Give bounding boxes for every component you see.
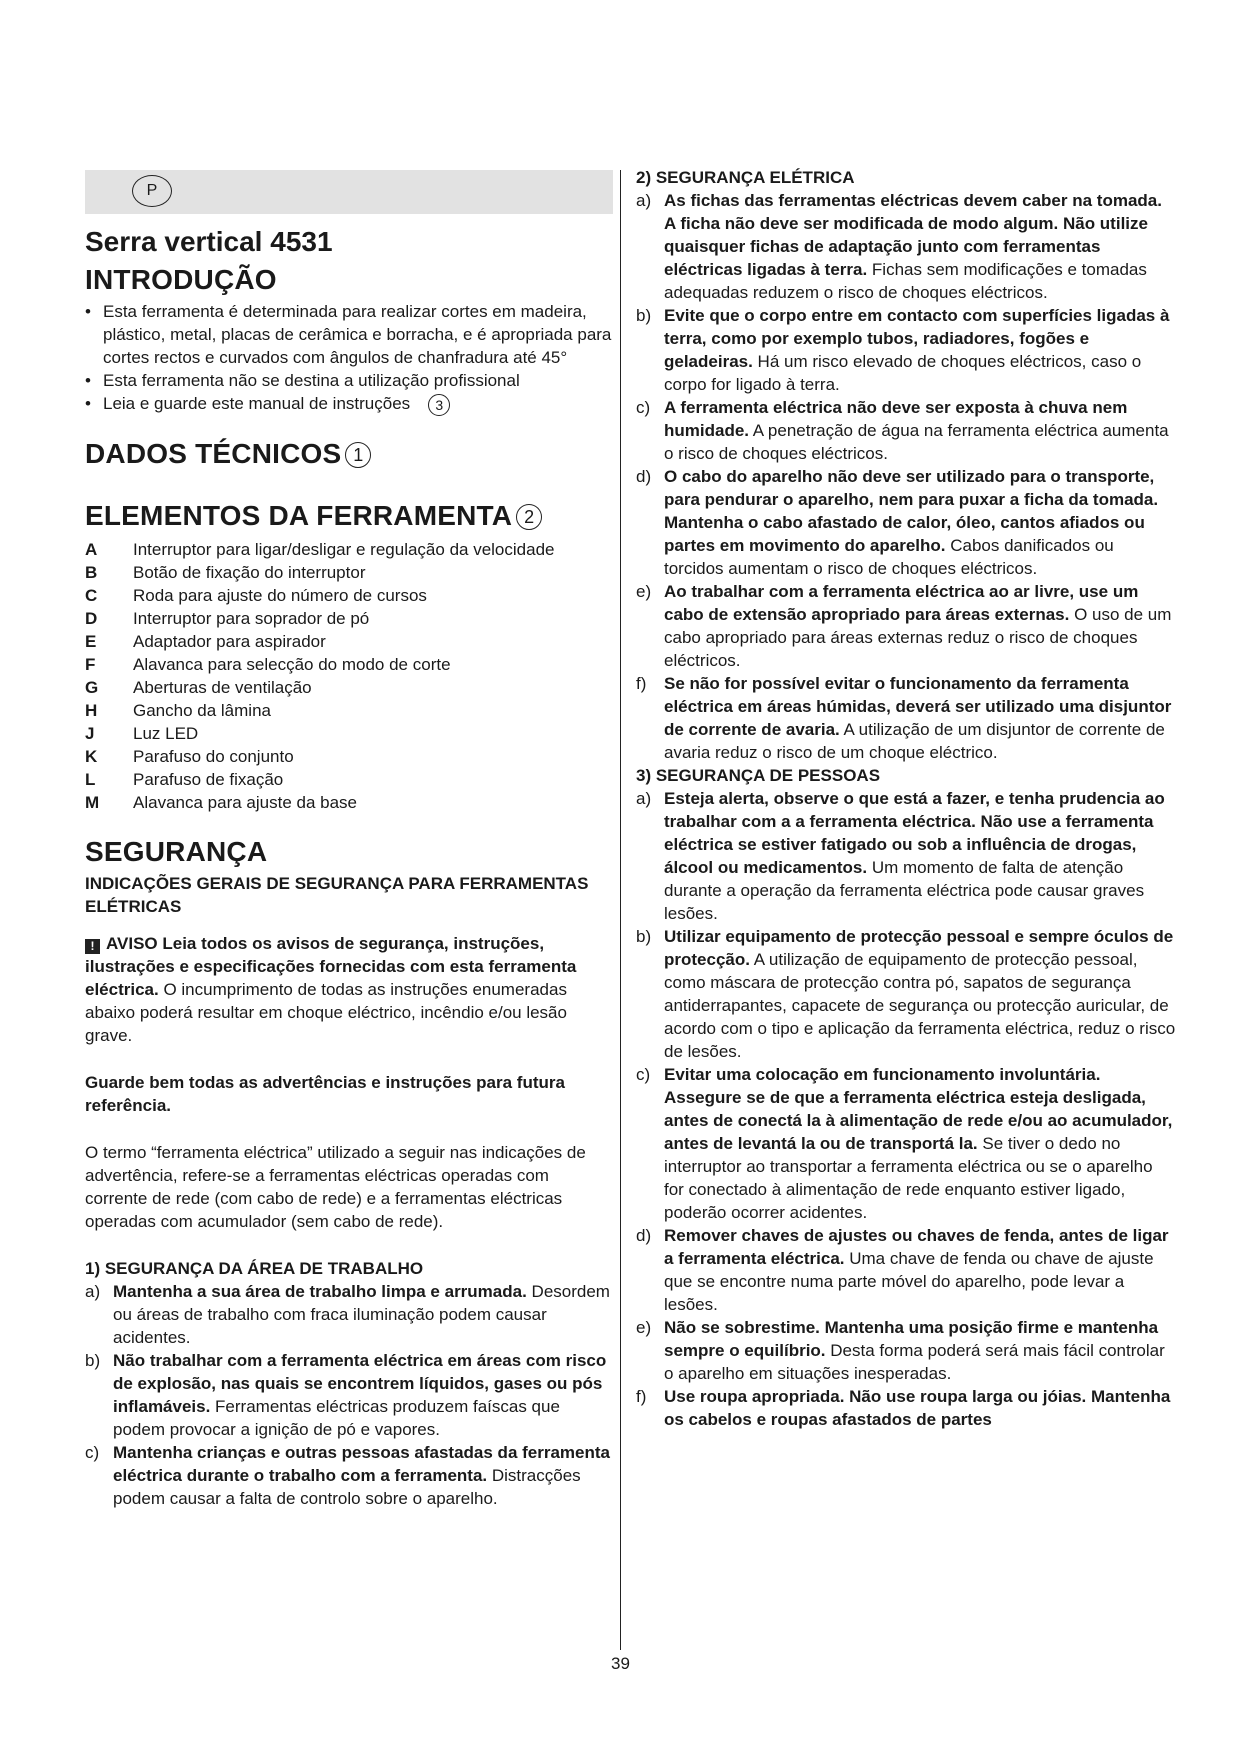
keep-note	[85, 1071, 613, 1117]
item-bold: Se não for possível evitar o funcionamento da ferramenta eléctrica em áreas húmidas, deverá ser utilizado uma disjuntor de corrente de avaria.	[664, 674, 1172, 739]
item-text: Fichas sem modificações e tomadas adequadas reduzem o risco de choques eléctricos.	[664, 260, 1147, 302]
part-label: Parafuso do conjunto	[133, 746, 294, 766]
item-bold: Use roupa apropriada. Não use roupa larga ou jóias. Mantenha os cabelos e roupas afastados de partes	[664, 1387, 1171, 1429]
item-bold: A ferramenta eléctrica não deve ser exposta à chuva nem humidade.	[664, 398, 1128, 440]
warning-text-line	[85, 932, 613, 1047]
language-badge: P	[132, 175, 172, 207]
elements-heading-text: ELEMENTOS DA FERRAMENTA	[85, 499, 513, 531]
item-label: a)	[636, 789, 652, 808]
part-item	[85, 676, 613, 699]
item-text: Cabos danificados ou torcidos aumentam o risco de choques eléctricos.	[664, 536, 1114, 578]
safety-item	[636, 925, 1176, 1063]
tech-heading-text: DADOS TÉCNICOS	[85, 437, 342, 469]
section-items	[636, 189, 1176, 764]
part-label: Interruptor para soprador de pó	[133, 608, 370, 628]
part-item	[85, 653, 613, 676]
warning-bold: AVISO Leia todos os avisos de segurança, instruções, ilustrações e especificações fornecidas com esta ferramenta eléctrica.	[85, 933, 577, 999]
safety-item	[85, 1349, 613, 1441]
item-text: Ferramentas eléctricas produzem faíscas que podem provocar a ignição de pó e vapores.	[113, 1396, 560, 1439]
intro-bullet: • Esta ferramenta não se destina a utilização profissional	[85, 369, 613, 392]
part-label: Alavanca para selecção do modo de corte	[133, 654, 451, 674]
item-label: b)	[636, 306, 652, 325]
part-key: H	[85, 700, 98, 720]
safety-item	[85, 1280, 613, 1349]
item-bold: Não trabalhar com a ferramenta eléctrica em áreas com risco de explosão, nas quais se encontrem líquidos, gases ou pós inflamáveis.	[113, 1350, 607, 1416]
intro-bullet	[85, 392, 613, 416]
figure-ref-icon: 1	[345, 442, 371, 468]
part-key: E	[85, 631, 97, 651]
safety-item	[636, 1063, 1176, 1224]
item-label: b)	[85, 1350, 101, 1370]
item-label: c)	[636, 398, 651, 417]
safety-item	[636, 1224, 1176, 1316]
item-text: O uso de um cabo apropriado para áreas externas reduz o risco de choques eléctricos.	[664, 605, 1172, 670]
item-text: Desordem ou áreas de trabalho com fraca iluminação podem causar acidentes.	[113, 1281, 610, 1347]
item-bold: Ao trabalhar com a ferramenta eléctrica ao ar livre, use um cabo de extensão apropriado para áreas externas.	[664, 582, 1139, 624]
item-bold: As fichas das ferramentas eléctricas devem caber na tomada. A ficha não deve ser modificada de modo algum. Não utilize quaisquer fichas de adaptação junto com ferramentas eléctricas ligadas à terra.	[664, 191, 1162, 279]
item-text: A utilização de equipamento de protecção pessoal, como máscara de protecção contra pó, sapatos de segurança antiderrapantes, capacete de segurança ou protecção auricular, de acordo com o tipo e aplicação da ferramenta eléctrica, reduz o risco de lesões.	[664, 950, 1176, 1061]
item-text: Uma chave de fenda ou chave de ajuste que se encontre numa parte móvel do aparelho, pode levar a lesões.	[664, 1249, 1154, 1314]
part-key: D	[85, 608, 98, 628]
item-bold: Evitar uma colocação em funcionamento involuntária. Assegure se de que a ferramenta eléctrica esteja desligada, antes de conectá la à alimentação de rede e/ou ao acumulador, antes de levantá la ou de transportá la.	[664, 1065, 1173, 1153]
tech-heading	[85, 438, 613, 470]
safety-item	[636, 672, 1176, 764]
part-key: B	[85, 562, 98, 582]
warning-paragraph	[85, 932, 613, 1047]
item-label: c)	[636, 1065, 651, 1084]
warning-text: O incumprimento de todas as instruções enumeradas abaixo poderá resultar em choque eléctrico, incêndio e/ou lesão grave.	[85, 979, 567, 1045]
part-label: Botão de fixação do interruptor	[133, 562, 366, 582]
item-text: Distracções podem causar a falta de controlo sobre o aparelho.	[113, 1465, 581, 1508]
part-item	[85, 607, 613, 630]
part-item	[85, 561, 613, 584]
safety-subheading: INDICAÇÕES GERAIS DE SEGURANÇA PARA FERRAMENTAS ELÉTRICAS	[85, 873, 589, 916]
part-item	[85, 538, 613, 561]
section-heading: 1) SEGURANÇA DA ÁREA DE TRABALHO	[85, 1258, 424, 1278]
item-label: f)	[636, 674, 647, 693]
item-bold: Esteja alerta, observe o que está a fazer, e tenha prudencia ao trabalhar com a a ferramenta eléctrica. Não use a ferramenta eléctrica se estiver fatigado ou sob a influência de drogas, álcool ou medicamentos.	[664, 789, 1165, 877]
part-item	[85, 722, 613, 745]
item-label: a)	[636, 191, 652, 210]
item-label: c)	[85, 1442, 100, 1462]
safety-item	[636, 580, 1176, 672]
intro-bullet-text: Leia e guarde este manual de instruções	[103, 394, 411, 413]
parts-list	[85, 538, 613, 814]
section-items	[636, 787, 1176, 1431]
part-label: Aberturas de ventilação	[133, 677, 312, 697]
figure-ref-icon: 3	[428, 394, 450, 416]
safety-item	[636, 396, 1176, 465]
section-heading: 3) SEGURANÇA DE PESSOAS	[636, 766, 881, 785]
part-key: J	[85, 723, 95, 743]
column-divider	[620, 170, 621, 1650]
part-key: A	[85, 539, 98, 559]
safety-item	[636, 304, 1176, 396]
intro-list	[85, 300, 613, 416]
item-bold: Evite que o corpo entre em contacto com superfícies ligadas à terra, como por exemplo tubos, radiadores, fogões e geladeiras.	[664, 306, 1170, 371]
section-personal	[636, 764, 1176, 1431]
part-label: Adaptador para aspirador	[133, 631, 326, 651]
item-label: d)	[636, 1226, 652, 1245]
language-header-bar	[85, 170, 613, 214]
item-bold: Não se sobrestime. Mantenha uma posição firme e mantenha sempre o equilíbrio.	[664, 1318, 1159, 1360]
part-item	[85, 699, 613, 722]
part-item	[85, 584, 613, 607]
item-text: Um momento de falta de atenção durante a operação da ferramenta eléctrica pode causar graves lesões.	[664, 858, 1145, 923]
product-title: Serra vertical 4531	[85, 226, 333, 257]
intro-bullet: • Esta ferramenta é determinada para realizar cortes em madeira, plástico, metal, placas de cerâmica e borracha, e é apropriada para cortes rectos e curvados com ângulos de chanfradura até 45°	[85, 300, 613, 369]
item-label: d)	[636, 467, 652, 486]
part-label: Roda para ajuste do número de cursos	[133, 585, 427, 605]
intro-heading: INTRODUÇÃO	[85, 264, 277, 295]
keep-note-text: Guarde bem todas as advertências e instruções para futura referência.	[85, 1072, 565, 1115]
section-electrical	[636, 166, 1176, 764]
item-text: A penetração de água na ferramenta eléctrica aumenta o risco de choques eléctricos.	[664, 421, 1169, 463]
safety-item	[636, 787, 1176, 925]
item-bold: Mantenha crianças e outras pessoas afastadas da ferramenta eléctrica durante o trabalho com a ferramenta.	[113, 1442, 610, 1485]
item-bold: Remover chaves de ajustes ou chaves de fenda, antes de ligar a ferramenta eléctrica.	[664, 1226, 1169, 1268]
safety-item	[85, 1441, 613, 1510]
part-key: G	[85, 677, 99, 697]
section-heading: 2) SEGURANÇA ELÉTRICA	[636, 168, 855, 187]
part-item	[85, 768, 613, 791]
part-key: C	[85, 585, 98, 605]
item-text: Desta forma poderá será mais fácil controlar o aparelho em situações inesperadas.	[664, 1341, 1165, 1383]
item-text: Há um risco elevado de choques eléctricos, caso o corpo for ligado à terra.	[664, 352, 1142, 394]
part-key: M	[85, 792, 100, 812]
part-item	[85, 745, 613, 768]
item-label: a)	[85, 1281, 101, 1301]
safety-item	[636, 1316, 1176, 1385]
item-bold: O cabo do aparelho não deve ser utilizado para o transporte, para pendurar o aparelho, nem para puxar a ficha da tomada. Mantenha o cabo afastado de calor, óleo, cantos afiados ou partes em movimento do aparelho.	[664, 467, 1159, 555]
item-label: e)	[636, 1318, 652, 1337]
term-note	[85, 1141, 613, 1233]
page-number: 39	[611, 1654, 630, 1673]
safety-item	[636, 465, 1176, 580]
elements-heading	[85, 500, 613, 532]
term-note-text: O termo “ferramenta eléctrica” utilizado a seguir nas indicações de advertência, refere-se a ferramentas eléctricas operadas com corrente de rede (com cabo de rede) e a ferramentas eléctricas operadas com acumulador (sem cabo de rede).	[85, 1142, 586, 1231]
item-label: f)	[636, 1387, 647, 1406]
warning-triangle-icon: !	[85, 939, 100, 954]
item-bold: Utilizar equipamento de protecção pessoal e sempre óculos de protecção.	[664, 927, 1174, 969]
safety-item	[636, 1385, 1176, 1431]
part-key: L	[85, 769, 96, 789]
part-label: Alavanca para ajuste da base	[133, 792, 357, 812]
part-key: K	[85, 746, 98, 766]
item-label: b)	[636, 927, 652, 946]
item-text: Se tiver o dedo no interruptor ao transportar a ferramenta eléctrica ou se o aparelho for conectado à alimentação de rede enquanto estiver ligado, poderão ocorrer acidentes.	[664, 1134, 1153, 1222]
section-items	[85, 1280, 613, 1510]
safety-heading: SEGURANÇA	[85, 835, 268, 867]
part-item	[85, 791, 613, 814]
part-item	[85, 630, 613, 653]
part-label: Luz LED	[133, 723, 199, 743]
left-column	[85, 170, 613, 1510]
figure-ref-icon: 2	[516, 504, 542, 530]
part-key: F	[85, 654, 96, 674]
right-column	[636, 166, 1176, 1431]
item-bold: Mantenha a sua área de trabalho limpa e arrumada.	[113, 1281, 527, 1301]
safety-item	[636, 189, 1176, 304]
part-label: Interruptor para ligar/desligar e regulação da velocidade	[133, 539, 555, 559]
item-text: A utilização de um disjuntor de corrente de avaria reduz o risco de um choque eléctrico.	[664, 720, 1165, 762]
item-label: e)	[636, 582, 652, 601]
part-label: Parafuso de fixação	[133, 769, 284, 789]
section-work-area	[85, 1257, 613, 1510]
part-label: Gancho da lâmina	[133, 700, 271, 720]
